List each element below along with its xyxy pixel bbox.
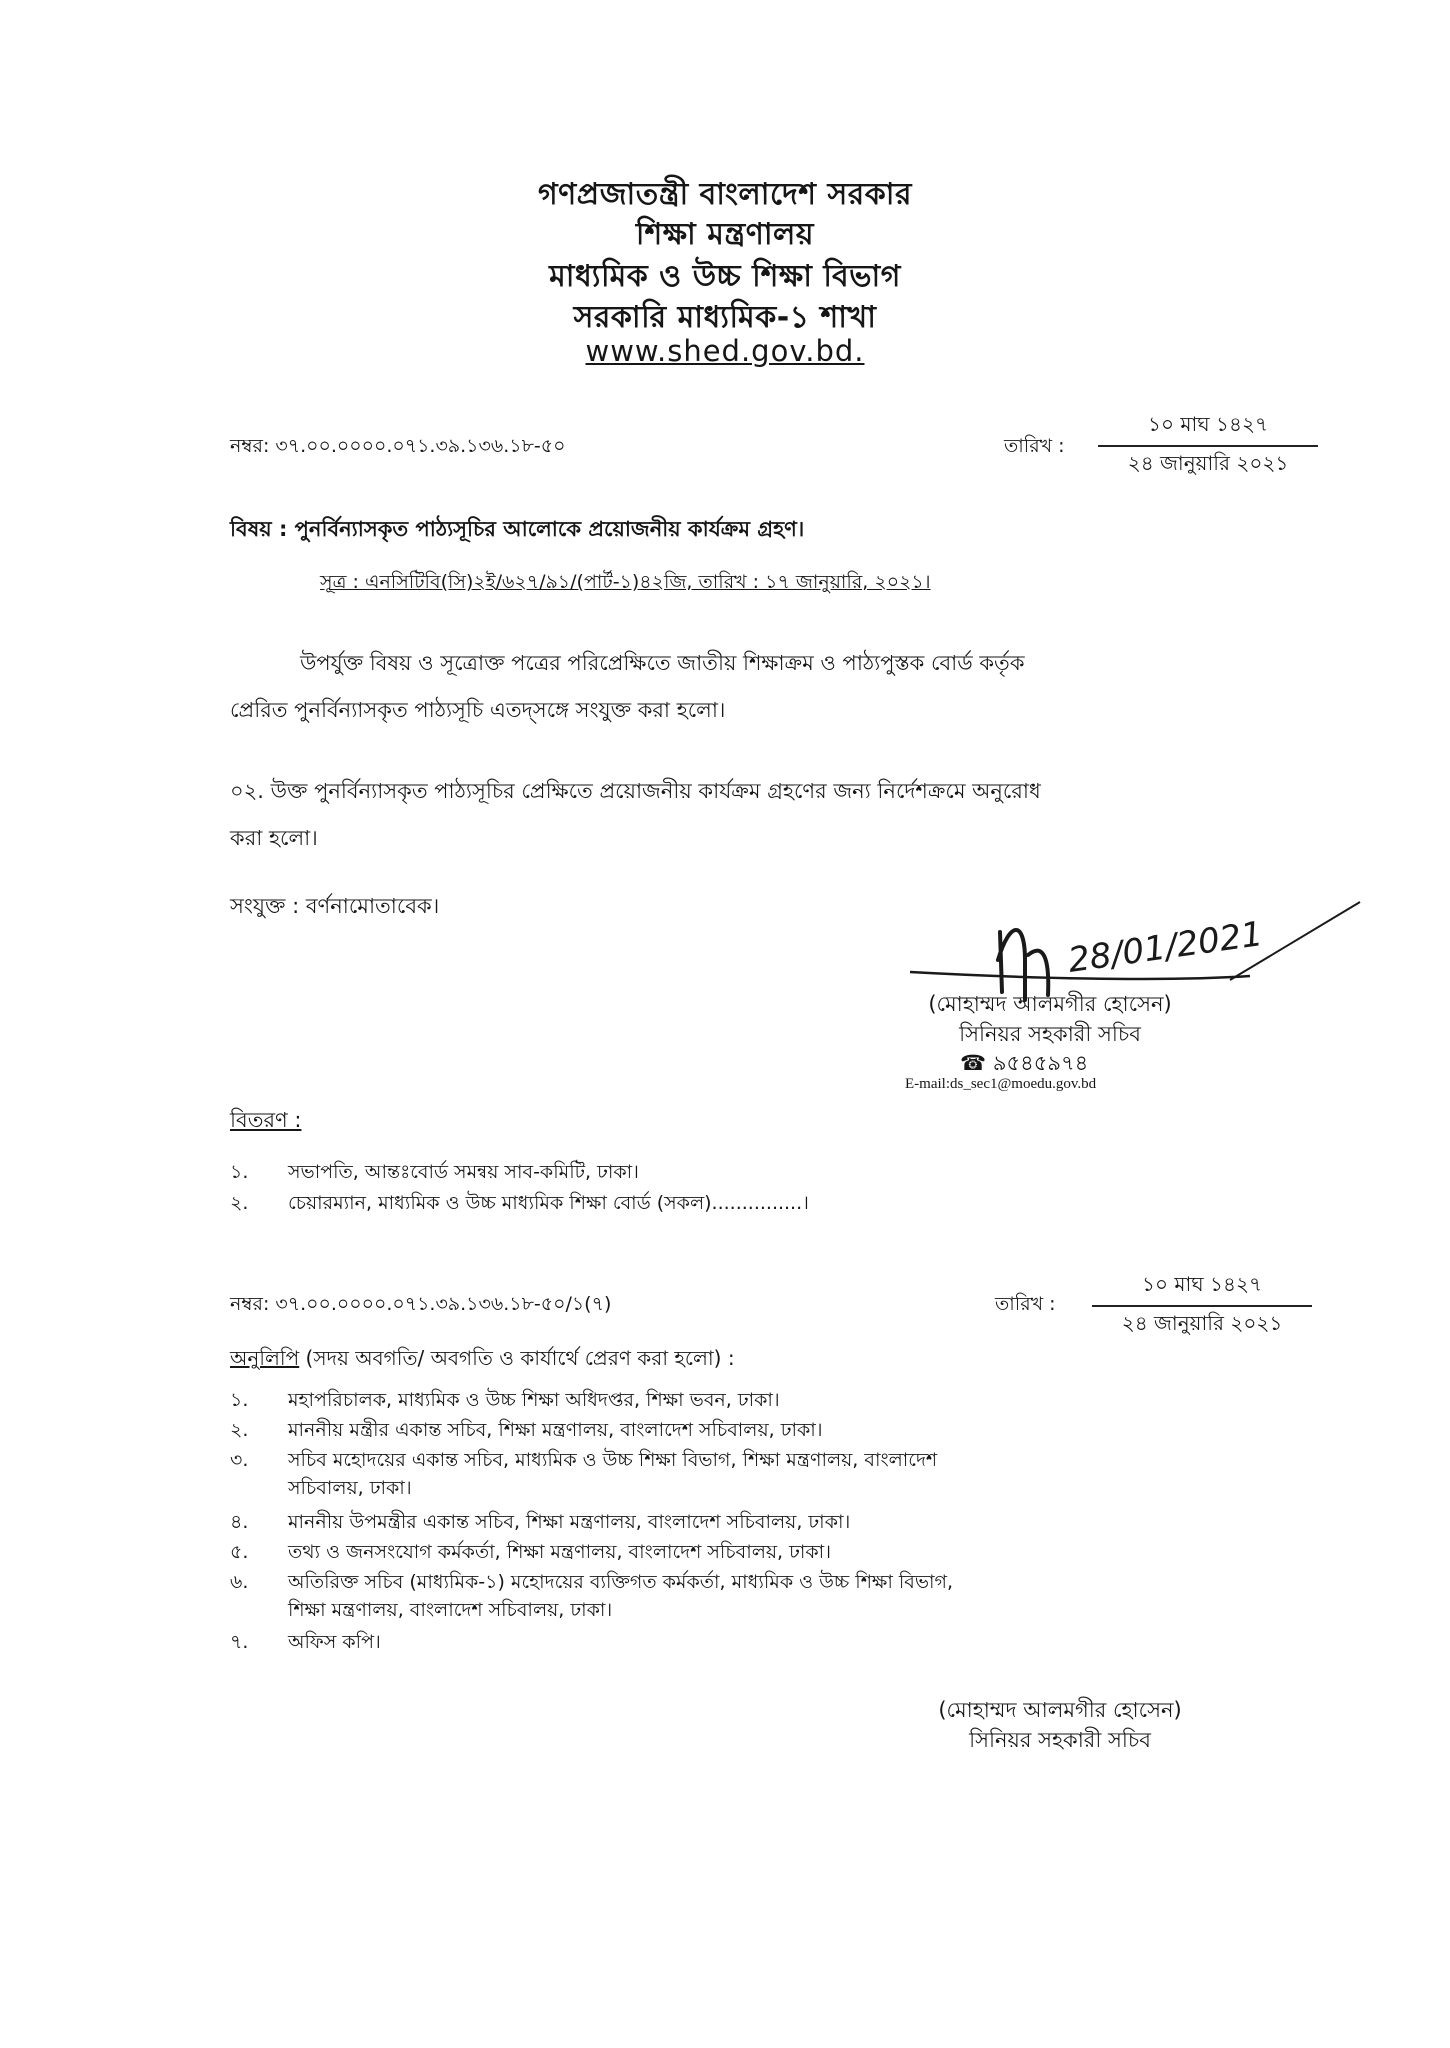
- memo-date: [1098, 410, 1318, 482]
- copy-memo-number: নম্বর: ৩৭.০০.০০০০.০৭১.৩৯.১৩৬.১৮-৫০/১(৭): [230, 1293, 612, 1315]
- signatory-name: (মোহাম্মদ আলমগীর হোসেন): [928, 992, 1172, 1016]
- phone-icon: ☎: [960, 1051, 987, 1075]
- document-page: গণপ্রজাতন্ত্রী বাংলাদেশ সরকার শিক্ষা মন্ত্রণালয় মাধ্যমিক ও উচ্চ শিক্ষা বিভাগ সরকারি মাধ্যমিক-১ শাখা www.shed.gov.bd. নম্বর: ৩৭.০০.০০০০.০৭১.৩৯.১৩৬.১৮-৫০ তারিখ : ১০ মাঘ ১৪২৭ ২৪ জানুয়ারি ২০২১ বিষয় : পুনর্বিন্যাসকৃত পাঠ্যসূচির আলোকে প্রয়োজনীয় কার্যক্রম গ্রহণ। সূত্র : এনসিটিবি(সি)২ই/৬২৭/৯১/(পার্ট-১)৪২জি, তারিখ : ১৭ জানুয়ারি, ২০২১। উপর্যুক্ত বিষয় ও সূত্রোক্ত পত্রের পরিপ্রেক্ষিতে জাতীয় শিক্ষাক্রম ও পাঠ্যপুস্তক বোর্ড কর্তৃক প্রেরিত পুনর্বিন্যাসকৃত পাঠ্যসূচি এতদ্‌সঙ্গে সংযুক্ত করা হলো। ০২. উক্ত পুনর্বিন্যাসকৃত পাঠ্যসূচির প্রেক্ষিতে প্রয়োজনীয় কার্যক্রম গ্রহণের জন্য নির্দেশক্রমে অনুরোধ করা হলো। সংযুক্ত : বর্ণনামোতাবেক। 28/01/2021 (মোহাম্মদ আলমগীর হোসেন) সিনিয়র সহকারী সচিব ☎ ৯৫৪৫৯৭৪ E-mail:ds_sec1@moedu.gov.bd বিতরণ : ১. সভাপতি, আন্তঃবোর্ড সমন্বয় সাব-কমিটি, ঢাকা। ২. চেয়ারম্যান, মাধ্যমিক ও উচ্চ মাধ্যমিক শিক্ষা বোর্ড (সকল)...............। নম্বর: ৩৭.০০.০০০০.০৭১.৩৯.১৩৬.১৮-৫০/১(৭) তারিখ : ১০ মাঘ ১৪২৭ ২৪ জানুয়ারি ২০২১ অনুলিপি (সদয় অবগতি/ অবগতি ও কার্যার্থে প্রেরণ করা হলো) : ১. মহাপরিচালক, মাধ্যমিক ও উচ্চ শিক্ষা অধিদপ্তর, শিক্ষা ভবন, ঢাকা। ২. মাননীয় মন্ত্রীর একান্ত সচিব, শিক্ষা মন্ত্রণালয়, বাংলাদেশ সচিবালয়, ঢাকা। ৩. সচিব মহোদয়ের একান্ত সচিব, মাধ্যমিক ও উচ্চ শিক্ষা বিভাগ, শিক্ষা মন্ত্রণালয়, বাংলাদেশ সচিবালয়, ঢাকা। ৪. মাননীয় উপমন্ত্রীর একান্ত সচিব, শিক্ষা মন্ত্রণালয়, বাংলাদেশ সচিবালয়, ঢাকা। ৫. তথ্য ও জনসংযোগ কর্মকর্তা, শিক্ষা মন্ত্রণালয়, বাংলাদেশ সচিবালয়, ঢাকা। ৬. অতিরিক্ত সচিব (মাধ্যমিক-১) মহোদয়ের ব্যক্তিগত কর্মকর্তা, মাধ্যমিক ও উচ্চ শিক্ষা বিভাগ, শিক্ষা মন্ত্রণালয়, বাংলাদেশ সচিবালয়, ঢাকা। ৭. অফিস কপি। (মোহাম্মদ আলমগীর হোসেন) সিনিয়র সহকারী সচিব: [0, 0, 1450, 2048]
- signature-date: 28/01/2021: [1065, 914, 1266, 981]
- copy-date-label: তারিখ :: [995, 1293, 1056, 1315]
- memo-number: নম্বর: ৩৭.০০.০০০০.০৭১.৩৯.১৩৬.১৮-৫০: [230, 435, 566, 457]
- paragraph-2: [230, 768, 1310, 862]
- distribution-heading: বিতরণ :: [230, 1108, 302, 1132]
- date-english: ২৪ জানুয়ারি ২০২১: [1127, 451, 1289, 475]
- signatory-email[interactable]: E-mail:ds_sec1@moedu.gov.bd: [905, 1076, 1097, 1092]
- copies-heading: অনুলিপি (সদয় অবগতি/ অবগতি ও কার্যার্থে প্রেরণ করা হলো) :: [230, 1346, 735, 1370]
- signatory-name-2: (মোহাম্মদ আলমগীর হোসেন): [938, 1698, 1182, 1722]
- copy-date-english: ২৪ জানুয়ারি ২০২১: [1121, 1311, 1283, 1335]
- date-bangla: ১০ মাঘ ১৪২৭: [1098, 410, 1318, 447]
- government-title: গণপ্রজাতন্ত্রী বাংলাদেশ সরকার: [538, 177, 912, 212]
- copy-memo-date: [1092, 1270, 1312, 1342]
- branch-title: সরকারি মাধ্যমিক-১ শাখা: [573, 300, 877, 335]
- copy-date-bangla: ১০ মাঘ ১৪২৭: [1092, 1270, 1312, 1307]
- paragraph-1-line-2: প্রেরিত পুনর্বিন্যাসকৃত পাঠ্যসূচি এতদ্‌সঙ্গে সংযুক্ত করা হলো।: [230, 698, 726, 722]
- signatory-designation-2: সিনিয়র সহকারী সচিব: [969, 1728, 1151, 1752]
- signatory-designation: সিনিয়র সহকারী সচিব: [959, 1022, 1141, 1046]
- distribution-item: ২. চেয়ারম্যান, মাধ্যমিক ও উচ্চ মাধ্যমিক শিক্ষা বোর্ড (সকল)...............।: [230, 1192, 809, 1214]
- ministry-title: শিক্ষা মন্ত্রণালয়: [635, 217, 815, 252]
- division-title: মাধ্যমিক ও উচ্চ শিক্ষা বিভাগ: [549, 259, 901, 294]
- paragraph-2-line-2: করা হলো।: [230, 826, 318, 850]
- paragraph-1-line-1: উপর্যুক্ত বিষয় ও সূত্রোক্ত পত্রের পরিপ্রেক্ষিতে জাতীয় শিক্ষাক্রম ও পাঠ্যপুস্তক বোর্ড কর্তৃক: [300, 651, 1025, 675]
- distribution-item: ১. সভাপতি, আন্তঃবোর্ড সমন্বয় সাব-কমিটি, ঢাকা।: [230, 1161, 639, 1183]
- phone-number: ৯৫৪৫৯৭৪: [992, 1051, 1089, 1075]
- paragraph-2-line-1: ০২. উক্ত পুনর্বিন্যাসকৃত পাঠ্যসূচির প্রেক্ষিতে প্রয়োজনীয় কার্যক্রম গ্রহণের জন্য নির্দেশক্রমে অনুরোধ: [230, 779, 1041, 803]
- paragraph-1: [230, 640, 1310, 734]
- website-text[interactable]: www.shed.gov.bd.: [585, 334, 865, 368]
- attachment-note: সংযুক্ত : বর্ণনামোতাবেক।: [230, 894, 440, 918]
- reference: সূত্র : এনসিটিবি(সি)২ই/৬২৭/৯১/(পার্ট-১)৪২জি, তারিখ : ১৭ জানুয়ারি, ২০২১।: [320, 571, 931, 593]
- date-label: তারিখ :: [1004, 435, 1065, 457]
- website-link[interactable]: [0, 334, 1450, 369]
- subject: বিষয় : পুনর্বিন্যাসকৃত পাঠ্যসূচির আলোকে প্রয়োজনীয় কার্যক্রম গ্রহণ।: [230, 517, 805, 541]
